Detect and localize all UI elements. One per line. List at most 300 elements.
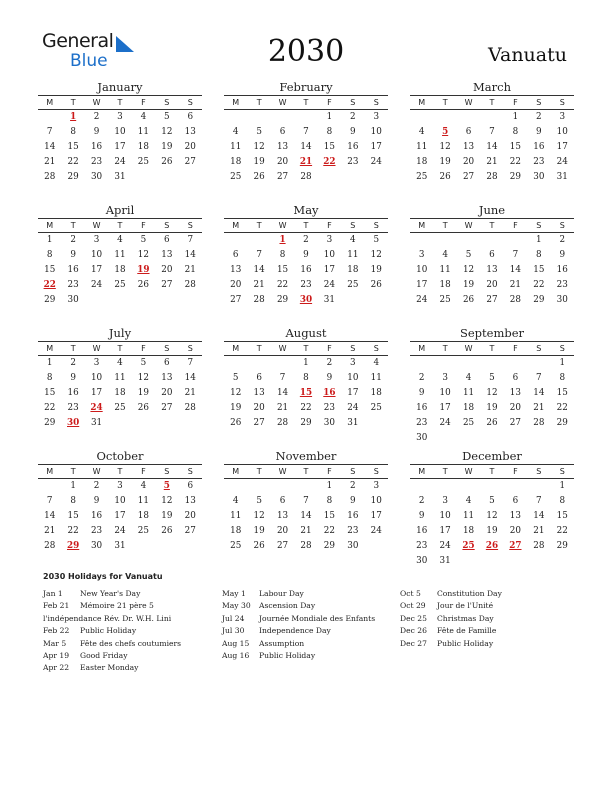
- day-cell: [155, 293, 178, 308]
- day-cell: 26: [230, 418, 242, 428]
- holiday-date: Apr 22: [43, 663, 70, 673]
- day-cell: 31: [114, 172, 126, 182]
- weekday-header: T: [442, 467, 448, 476]
- day-cell: 18: [137, 142, 149, 152]
- holiday-date: Oct 29: [400, 601, 426, 611]
- day-cell: 12: [161, 127, 173, 137]
- week-row: [224, 263, 388, 278]
- holiday-name: Labour Day: [259, 589, 304, 598]
- day-cell: 15: [67, 511, 79, 521]
- weekday-header-row: [38, 341, 202, 356]
- week-row: [224, 416, 388, 431]
- weekday-header-row: [224, 218, 388, 233]
- week-row: [224, 110, 388, 125]
- week-row: [38, 401, 202, 416]
- day-cell: [410, 479, 433, 494]
- weekday-header: M: [46, 98, 54, 107]
- day-cell: 2: [326, 358, 333, 368]
- holiday-date: May 30: [222, 601, 251, 611]
- day-cell: 28: [44, 541, 56, 551]
- week-row: [224, 386, 388, 401]
- holiday-item: [43, 662, 181, 674]
- day-cell: [224, 356, 247, 371]
- day-cell: 17: [90, 265, 103, 275]
- holiday-item: [400, 638, 502, 650]
- day-cell: 13: [230, 265, 242, 275]
- day-cell: [224, 110, 247, 125]
- weekday-header: T: [117, 344, 123, 353]
- weekday-header-row: [410, 218, 574, 233]
- holiday-name: Public Holiday: [437, 638, 494, 648]
- day-cell: 5: [489, 373, 495, 383]
- weekday-header: T: [489, 221, 495, 230]
- day-cell: 20: [161, 388, 173, 398]
- day-cell: 1: [559, 358, 566, 368]
- month-december: [410, 449, 574, 569]
- holiday-item: [43, 600, 181, 612]
- week-row: [410, 278, 574, 293]
- day-cell: 21: [184, 265, 196, 275]
- day-cell: 19: [439, 157, 451, 167]
- day-cell: 2: [303, 235, 309, 245]
- day-cell: 20: [253, 403, 265, 413]
- day-cell: 28: [184, 280, 196, 290]
- day-cell: 7: [303, 127, 309, 137]
- weekday-header: S: [373, 98, 379, 107]
- day-cell: 29: [276, 295, 289, 305]
- week-row: [38, 386, 202, 401]
- holiday-day-cell: 26: [485, 541, 499, 551]
- weekday-header: S: [164, 344, 170, 353]
- weekday-header: S: [373, 344, 379, 353]
- week-row: [224, 248, 388, 263]
- holiday-item: [400, 600, 502, 612]
- week-row: [410, 431, 574, 446]
- day-cell: 10: [370, 496, 382, 506]
- day-cell: 9: [418, 388, 425, 398]
- month-name: December: [462, 449, 522, 463]
- day-cell: 5: [465, 250, 472, 260]
- day-cell: 24: [556, 157, 568, 167]
- weekday-header: W: [464, 98, 473, 107]
- holiday-day-cell: 5: [163, 481, 170, 491]
- day-cell: 3: [373, 481, 380, 491]
- day-cell: 26: [370, 280, 382, 290]
- day-cell: 12: [230, 388, 242, 398]
- holiday-name: Fête de Famille: [437, 626, 497, 636]
- day-cell: 23: [323, 403, 335, 413]
- day-cell: [527, 356, 550, 371]
- day-cell: 24: [347, 403, 359, 413]
- holiday-name: Ascension Day: [259, 601, 316, 611]
- weekday-header: W: [278, 344, 287, 353]
- day-cell: 27: [276, 172, 289, 182]
- day-cell: [155, 416, 178, 431]
- day-cell: 11: [370, 373, 382, 383]
- weekday-header-row: [410, 95, 574, 110]
- holiday-item: [222, 650, 375, 662]
- day-cell: 11: [416, 142, 428, 152]
- weekday-header-row: [224, 341, 388, 356]
- day-cell: 8: [559, 373, 566, 383]
- week-row: [38, 110, 202, 125]
- day-cell: 31: [439, 556, 451, 566]
- week-row: [224, 524, 388, 539]
- day-cell: [480, 479, 503, 494]
- week-row: [224, 233, 388, 248]
- holiday-date: Jul 30: [222, 626, 245, 636]
- day-cell: 15: [44, 388, 56, 398]
- weekday-header: T: [256, 221, 262, 230]
- weekday-header: T: [303, 221, 309, 230]
- day-cell: 11: [137, 496, 149, 506]
- month-name: September: [459, 326, 525, 340]
- weekday-header: T: [256, 467, 262, 476]
- day-cell: 7: [187, 358, 194, 368]
- day-cell: 9: [303, 250, 309, 260]
- day-cell: 31: [323, 295, 335, 305]
- day-cell: 9: [559, 250, 566, 260]
- day-cell: 28: [533, 418, 545, 428]
- day-cell: 29: [509, 172, 521, 182]
- day-cell: 16: [300, 265, 312, 275]
- week-row: [410, 233, 574, 248]
- day-cell: 28: [509, 295, 521, 305]
- holiday-date: Oct 5: [400, 589, 421, 598]
- day-cell: 10: [416, 265, 428, 275]
- day-cell: 23: [300, 280, 312, 290]
- day-cell: 27: [184, 526, 196, 536]
- month-october: [38, 449, 202, 554]
- day-cell: 13: [161, 250, 173, 260]
- day-cell: 10: [114, 127, 126, 137]
- calendar-year: 2030: [267, 34, 345, 69]
- weekday-header: M: [232, 98, 240, 107]
- day-cell: 13: [276, 142, 289, 152]
- holiday-date: Mar 5: [43, 638, 67, 648]
- month-name: May: [293, 203, 319, 217]
- holiday-item: [43, 638, 181, 650]
- day-cell: 13: [184, 496, 196, 506]
- day-cell: [433, 233, 456, 248]
- day-cell: 2: [418, 373, 425, 383]
- day-cell: 18: [137, 511, 149, 521]
- month-name: March: [473, 80, 511, 94]
- day-cell: 9: [93, 127, 100, 137]
- day-cell: [457, 479, 480, 494]
- day-cell: [224, 479, 247, 494]
- day-cell: 13: [486, 265, 498, 275]
- month-name: November: [275, 449, 337, 463]
- day-cell: 4: [232, 496, 239, 506]
- month-august: [224, 326, 388, 431]
- holiday-name: Easter Monday: [80, 663, 139, 673]
- day-cell: 6: [279, 496, 286, 506]
- day-cell: 2: [70, 235, 76, 245]
- day-cell: 2: [70, 358, 76, 368]
- day-cell: 25: [347, 280, 359, 290]
- month-name: July: [108, 326, 132, 340]
- day-cell: 16: [67, 388, 79, 398]
- holiday-item: [222, 638, 375, 650]
- day-cell: 20: [276, 157, 289, 167]
- day-cell: 26: [439, 172, 451, 182]
- day-cell: 20: [509, 526, 521, 536]
- day-cell: 9: [93, 496, 100, 506]
- day-cell: [433, 110, 456, 125]
- day-cell: [504, 479, 527, 494]
- day-cell: 18: [347, 265, 359, 275]
- day-cell: 5: [140, 358, 147, 368]
- weekday-header-row: [38, 95, 202, 110]
- day-cell: 29: [556, 541, 568, 551]
- day-cell: 25: [439, 295, 451, 305]
- weekday-header: M: [46, 344, 54, 353]
- day-cell: 11: [114, 373, 126, 383]
- week-row: [410, 170, 574, 185]
- day-cell: 22: [556, 403, 568, 413]
- week-row: [410, 155, 574, 170]
- day-cell: 9: [70, 250, 76, 260]
- week-row: [410, 524, 574, 539]
- holiday-day-cell: 1: [279, 235, 286, 245]
- weekday-header: S: [350, 98, 356, 107]
- day-cell: 31: [556, 172, 568, 182]
- holiday-day-cell: 22: [43, 280, 56, 290]
- day-cell: 22: [67, 157, 79, 167]
- day-cell: 2: [418, 496, 425, 506]
- day-cell: [247, 356, 270, 371]
- holiday-name: l'indépendance Rév. Dr. W.H. Lini: [43, 613, 172, 623]
- holiday-date: Aug 16: [222, 650, 250, 660]
- month-january: [38, 80, 202, 185]
- day-cell: 3: [93, 235, 100, 245]
- holiday-day-cell: 30: [67, 418, 80, 428]
- month-march: [410, 80, 574, 185]
- day-cell: 6: [512, 373, 519, 383]
- weekday-header: S: [164, 98, 170, 107]
- week-row: [38, 494, 202, 509]
- weekday-header: W: [92, 98, 101, 107]
- day-cell: 21: [276, 403, 289, 413]
- day-cell: [179, 539, 202, 554]
- day-cell: 26: [137, 403, 149, 413]
- holiday-item: [222, 625, 375, 637]
- day-cell: 10: [370, 127, 382, 137]
- day-cell: 14: [184, 250, 196, 260]
- weekday-header: T: [70, 467, 76, 476]
- weekday-header: W: [278, 221, 287, 230]
- day-cell: 8: [70, 127, 76, 137]
- weekday-header: F: [513, 467, 518, 476]
- day-cell: 12: [253, 511, 265, 521]
- weekday-header: T: [117, 467, 123, 476]
- day-cell: 21: [184, 388, 196, 398]
- day-cell: 25: [230, 541, 242, 551]
- day-cell: 1: [512, 112, 519, 122]
- weekday-header: S: [164, 221, 170, 230]
- day-cell: 5: [256, 127, 262, 137]
- week-row: [38, 416, 202, 431]
- day-cell: 11: [230, 511, 242, 521]
- day-cell: [179, 170, 202, 185]
- weekday-header: M: [232, 344, 240, 353]
- day-cell: [551, 431, 574, 446]
- day-cell: 2: [93, 112, 100, 122]
- day-cell: 1: [326, 481, 333, 491]
- day-cell: 6: [232, 250, 239, 260]
- weekday-header: W: [464, 467, 473, 476]
- day-cell: 12: [253, 142, 265, 152]
- day-cell: 13: [161, 373, 173, 383]
- day-cell: [132, 170, 155, 185]
- day-cell: [38, 110, 61, 125]
- day-cell: 10: [439, 388, 451, 398]
- week-row: [410, 140, 574, 155]
- weekday-header: F: [327, 467, 332, 476]
- day-cell: 17: [370, 511, 382, 521]
- weekday-header: W: [92, 344, 101, 353]
- day-cell: 12: [137, 250, 149, 260]
- day-cell: 12: [137, 373, 149, 383]
- day-cell: 29: [300, 418, 312, 428]
- day-cell: 21: [44, 157, 56, 167]
- day-cell: [155, 170, 178, 185]
- day-cell: 6: [256, 373, 262, 383]
- weekday-header: S: [536, 98, 542, 107]
- day-cell: 3: [442, 373, 448, 383]
- day-cell: 28: [184, 403, 196, 413]
- day-cell: 17: [114, 511, 126, 521]
- day-cell: 23: [533, 157, 545, 167]
- day-cell: 16: [416, 526, 428, 536]
- holiday-name: Constitution Day: [437, 589, 502, 598]
- day-cell: 30: [347, 541, 359, 551]
- day-cell: 14: [276, 388, 289, 398]
- day-cell: 19: [161, 142, 173, 152]
- day-cell: 6: [489, 250, 495, 260]
- day-cell: [294, 110, 317, 125]
- day-cell: 24: [114, 157, 126, 167]
- day-cell: 4: [465, 373, 472, 383]
- day-cell: 17: [370, 142, 382, 152]
- week-row: [224, 125, 388, 140]
- weekday-header-row: [224, 95, 388, 110]
- day-cell: 12: [486, 511, 498, 521]
- day-cell: 15: [276, 265, 289, 275]
- week-row: [38, 248, 202, 263]
- day-cell: 1: [536, 235, 542, 245]
- day-cell: [527, 554, 550, 569]
- holiday-name: Journée Mondiale des Enfants: [259, 613, 376, 623]
- day-cell: 21: [44, 526, 56, 536]
- weekday-header: F: [141, 221, 146, 230]
- weekday-header: S: [187, 344, 193, 353]
- day-cell: 11: [137, 127, 149, 137]
- day-cell: 6: [164, 358, 170, 368]
- day-cell: 28: [44, 172, 56, 182]
- day-cell: 7: [46, 496, 53, 506]
- weekday-header: F: [141, 98, 146, 107]
- weekday-header: T: [442, 98, 448, 107]
- day-cell: 19: [230, 403, 242, 413]
- day-cell: 22: [509, 157, 521, 167]
- day-cell: 3: [559, 112, 566, 122]
- weekday-header: F: [141, 344, 146, 353]
- day-cell: [527, 431, 550, 446]
- day-cell: 27: [184, 157, 196, 167]
- weekday-header: T: [256, 344, 262, 353]
- weekday-header: T: [303, 344, 309, 353]
- day-cell: [365, 293, 388, 308]
- day-cell: 28: [533, 541, 545, 551]
- day-cell: 28: [300, 541, 312, 551]
- day-cell: 19: [253, 157, 265, 167]
- weekday-header: F: [327, 221, 332, 230]
- weekday-header: W: [278, 98, 287, 107]
- weekday-header: S: [536, 344, 542, 353]
- day-cell: 21: [253, 280, 265, 290]
- week-row: [410, 125, 574, 140]
- holiday-item: [43, 588, 181, 600]
- week-row: [410, 293, 574, 308]
- day-cell: 22: [533, 280, 545, 290]
- week-row: [224, 509, 388, 524]
- day-cell: 30: [67, 295, 79, 305]
- weekday-header-row: [410, 464, 574, 479]
- day-cell: 17: [347, 388, 359, 398]
- day-cell: 12: [462, 265, 475, 275]
- day-cell: 18: [230, 157, 242, 167]
- holiday-date: Apr 19: [43, 650, 70, 660]
- day-cell: [480, 431, 503, 446]
- day-cell: 6: [512, 496, 519, 506]
- day-cell: 4: [117, 235, 123, 245]
- day-cell: 4: [232, 127, 239, 137]
- weekday-header: S: [536, 221, 542, 230]
- week-row: [38, 155, 202, 170]
- day-cell: 18: [370, 388, 382, 398]
- day-cell: 2: [93, 481, 100, 491]
- day-cell: 30: [556, 295, 568, 305]
- day-cell: 8: [46, 250, 53, 260]
- week-row: [410, 416, 574, 431]
- holiday-day-cell: 22: [323, 157, 336, 167]
- day-cell: 9: [350, 496, 356, 506]
- day-cell: 14: [533, 388, 545, 398]
- week-row: [38, 170, 202, 185]
- holiday-name: Good Friday: [80, 650, 128, 660]
- day-cell: [410, 110, 433, 125]
- day-cell: 15: [67, 142, 79, 152]
- day-cell: 25: [416, 172, 428, 182]
- day-cell: [433, 356, 456, 371]
- day-cell: 27: [462, 172, 475, 182]
- day-cell: 16: [416, 403, 428, 413]
- weekday-header: W: [92, 467, 101, 476]
- day-cell: 12: [161, 496, 173, 506]
- day-cell: 29: [44, 295, 56, 305]
- day-cell: [504, 554, 527, 569]
- day-cell: 14: [44, 142, 56, 152]
- day-cell: 20: [509, 403, 521, 413]
- day-cell: 24: [370, 157, 382, 167]
- weekday-header: M: [418, 98, 426, 107]
- weekday-header: T: [303, 98, 309, 107]
- day-cell: [457, 233, 480, 248]
- month-name: January: [97, 80, 143, 94]
- holiday-day-cell: 15: [299, 388, 313, 398]
